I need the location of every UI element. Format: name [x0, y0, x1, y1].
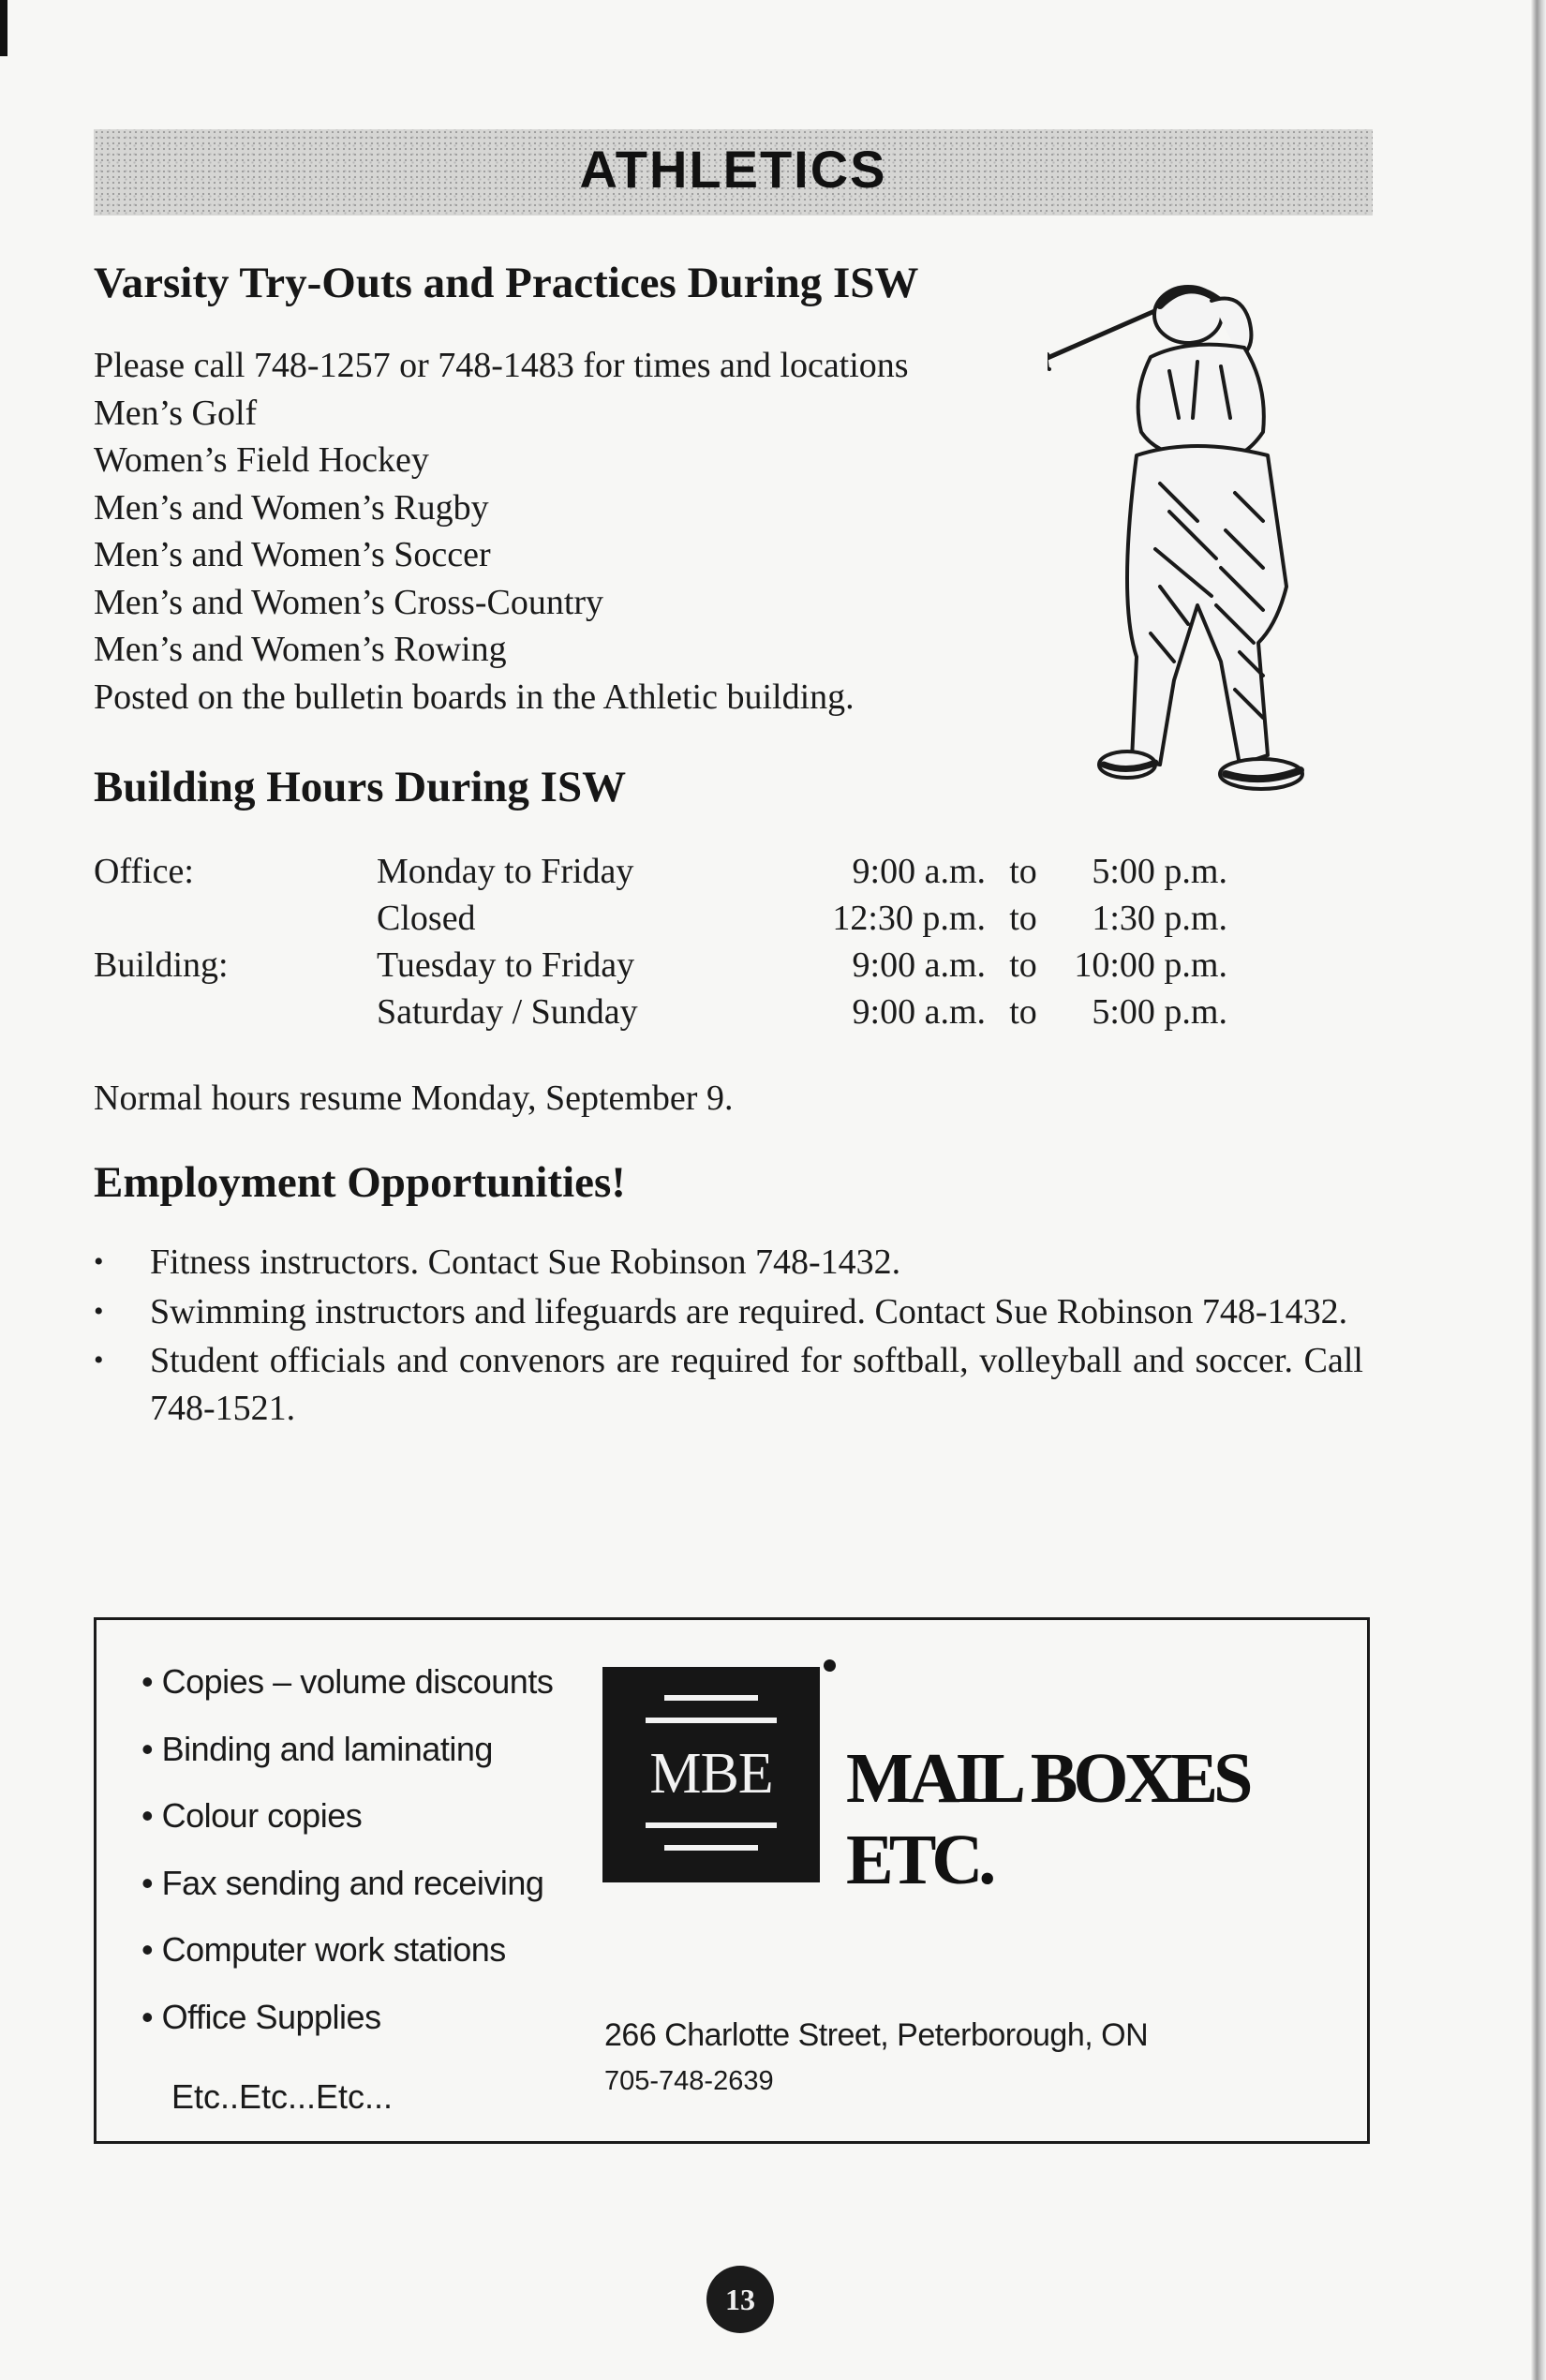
- employment-item: [94, 1239, 1363, 1287]
- hours-to: to: [1009, 945, 1037, 985]
- ad-service: • Colour copies: [141, 1796, 363, 1835]
- ad-service: • Office Supplies: [141, 1997, 381, 2036]
- registered-mark-icon: [824, 1659, 836, 1672]
- hours-start: 9:00 a.m.: [852, 945, 986, 985]
- hours-end: 5:00 p.m.: [1092, 992, 1227, 1032]
- varsity-line: Men’s and Women’s Rugby: [94, 487, 489, 528]
- hours-heading: Building Hours During ISW: [94, 763, 627, 811]
- hours-note: Normal hours resume Monday, September 9.: [94, 1078, 734, 1118]
- hours-start: 9:00 a.m.: [852, 852, 986, 891]
- bullet-icon: •: [94, 1345, 104, 1376]
- varsity-list: [94, 342, 909, 721]
- hours-end: 10:00 p.m.: [1074, 945, 1227, 985]
- varsity-line: Men’s and Women’s Rowing: [94, 630, 507, 669]
- employment-text: Swimming instructors and lifeguards are required. Contact Sue Robinson 748-1432.: [150, 1291, 1348, 1331]
- employment-text: Student officials and convenors are required for softball, volleyball and soccer. Call 748-1521.: [150, 1341, 1363, 1428]
- varsity-line: Women’s Field Hockey: [94, 440, 429, 480]
- page-edge-left: [0, 0, 7, 56]
- ad-service: • Binding and laminating: [141, 1729, 493, 1768]
- employment-item: [94, 1288, 1363, 1336]
- hours-label: Building:: [94, 945, 229, 985]
- ad-services-list: [141, 1648, 553, 2050]
- mailboxes-ad: [94, 1617, 1370, 2144]
- banner-title: ATHLETICS: [579, 140, 887, 199]
- hours-row: [94, 895, 1227, 942]
- mbe-logo-text: MBE: [649, 1742, 773, 1806]
- athletics-banner: [94, 129, 1373, 216]
- hours-end: 5:00 p.m.: [1092, 852, 1227, 891]
- varsity-line: Men’s Golf: [94, 393, 258, 433]
- golfer-illustration: [1048, 277, 1347, 793]
- varsity-heading: Varsity Try-Outs and Practices During ISW: [94, 259, 919, 307]
- hours-row: [94, 989, 1227, 1035]
- bullet-icon: •: [94, 1246, 104, 1277]
- varsity-line: Men’s and Women’s Cross-Country: [94, 582, 604, 622]
- hours-label: [94, 989, 377, 1035]
- hours-days: Saturday / Sunday: [377, 992, 638, 1032]
- ad-service: • Fax sending and receiving: [141, 1863, 544, 1902]
- bullet-icon: •: [94, 1295, 104, 1327]
- hours-days: Monday to Friday: [377, 852, 634, 891]
- ad-service: • Copies – volume discounts: [141, 1662, 554, 1701]
- hours-table: [94, 848, 1227, 1035]
- hours-days: Tuesday to Friday: [377, 945, 635, 985]
- hours-label: [94, 895, 377, 942]
- hours-to: to: [1009, 852, 1037, 891]
- hours-label: Office:: [94, 852, 194, 891]
- ad-etc: Etc..Etc...Etc...: [171, 2077, 394, 2116]
- employment-item: [94, 1337, 1363, 1432]
- employment-list: [94, 1239, 1363, 1434]
- hours-to: to: [1009, 992, 1037, 1032]
- mbe-logo-icon: [602, 1667, 820, 1882]
- varsity-line: Posted on the bulletin boards in the Athletic building.: [94, 677, 855, 717]
- ad-phone: 705-748-2639: [604, 2066, 774, 2096]
- hours-to: to: [1009, 899, 1037, 938]
- employment-heading: Employment Opportunities!: [94, 1158, 626, 1207]
- page-number: 13: [706, 2266, 774, 2333]
- hours-days: Closed: [377, 899, 476, 938]
- hours-row: [94, 848, 1227, 895]
- hours-row: [94, 942, 1227, 989]
- employment-text: Fitness instructors. Contact Sue Robinson 748-1432.: [150, 1242, 901, 1282]
- varsity-line: Men’s and Women’s Soccer: [94, 535, 491, 574]
- hours-start: 12:30 p.m.: [832, 899, 986, 938]
- ad-service: • Computer work stations: [141, 1930, 506, 1969]
- page-edge-right: [1531, 0, 1546, 2380]
- ad-address: 266 Charlotte Street, Peterborough, ON: [604, 2017, 1149, 2053]
- hours-end: 1:30 p.m.: [1092, 899, 1227, 938]
- company-name: MAIL BOXES ETC.: [846, 1739, 1249, 1899]
- varsity-line: Please call 748-1257 or 748-1483 for times and locations: [94, 346, 909, 385]
- hours-start: 9:00 a.m.: [852, 992, 986, 1032]
